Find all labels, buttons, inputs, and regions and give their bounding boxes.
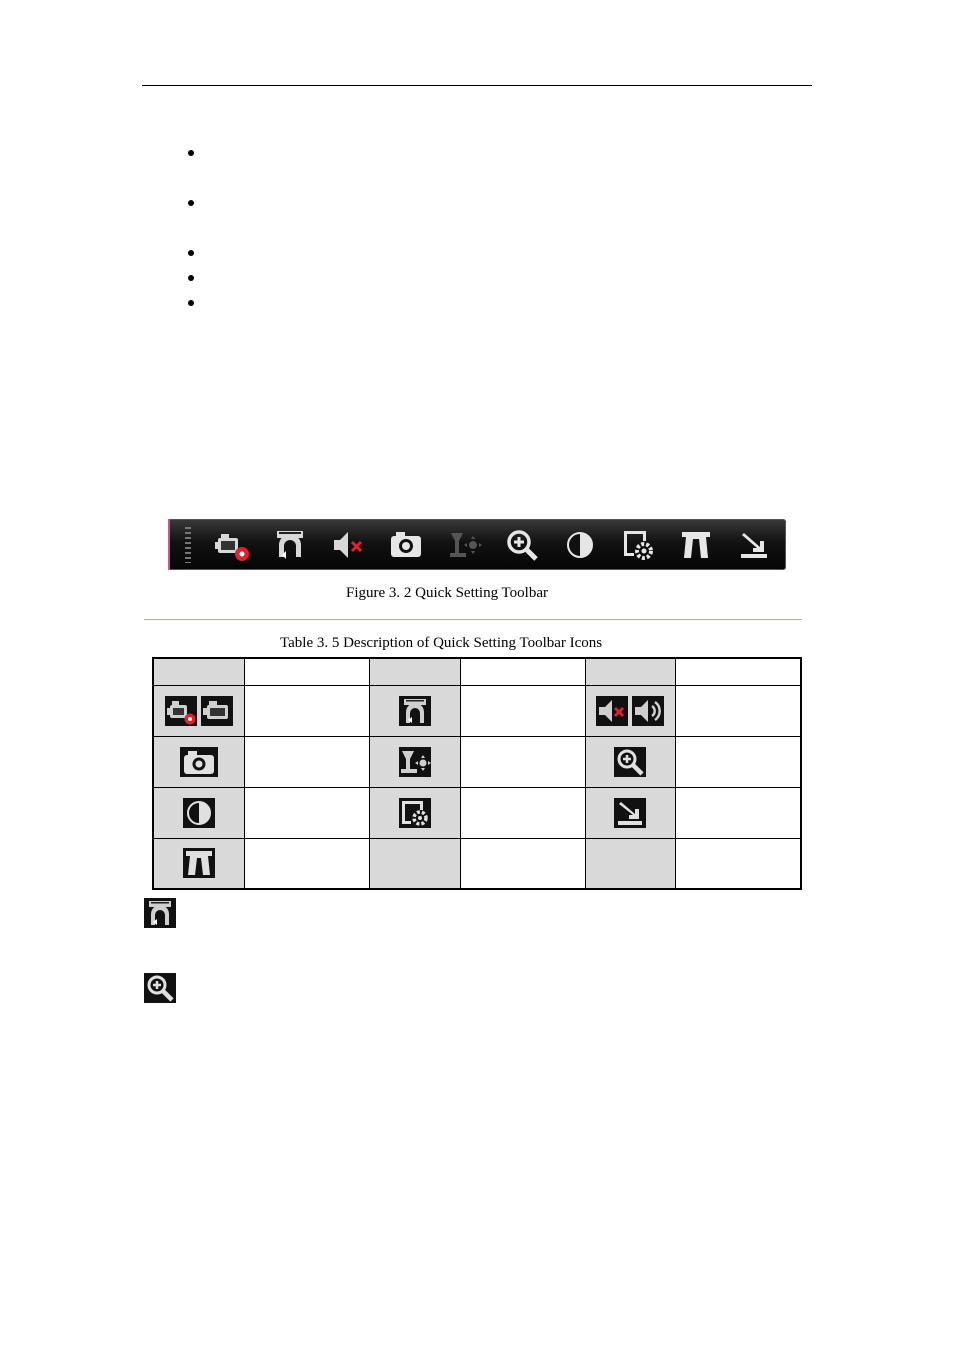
icon-cell [369,787,460,838]
description-cell [675,787,801,838]
ptz-icon [399,747,431,777]
playback-icon [399,696,431,726]
toolbar-accent [168,519,170,570]
table-caption: Table 3. 5 Description of Quick Setting Toolbar Icons [280,635,603,651]
description-cell [675,736,801,787]
digital-zoom-icon [614,747,646,777]
description-cell [460,838,585,889]
mute-icon [596,696,628,726]
header-rule [142,85,812,86]
quick-setting-toolbar [168,519,786,570]
close-icon [614,798,646,828]
header-cell-icon [585,658,675,685]
icon-cell [369,736,460,787]
icon-cell [153,787,244,838]
mute-icon[interactable] [330,527,366,563]
image-settings-icon [183,798,215,828]
record-camera-icon[interactable] [214,527,250,563]
header-cell-icon [369,658,460,685]
icon-cell [585,787,675,838]
playback-icon [144,898,176,928]
header-cell-description [460,658,585,685]
playback-icon[interactable] [272,527,308,563]
table-row [153,838,801,889]
icon-cell [585,736,675,787]
icon-cell [153,838,244,889]
strategy-icon [183,848,215,878]
image-adjust-icon[interactable] [562,527,598,563]
description-cell [675,685,801,736]
section-rule [144,619,802,620]
header-cell-description [244,658,369,685]
description-cell [675,838,801,889]
live-view-settings-icon [399,798,431,828]
icon-cell [369,838,460,889]
ptz-icon[interactable] [446,527,482,563]
bullet-item [188,150,194,156]
record-on-icon [201,696,233,726]
table-row [153,787,801,838]
zoom-in-icon [144,973,176,1003]
figure-caption: Figure 3. 2 Quick Setting Toolbar [346,585,548,601]
description-cell [244,787,369,838]
description-cell [244,685,369,736]
header-cell-icon [153,658,244,685]
strategy-icon[interactable] [678,527,714,563]
zoom-in-icon[interactable] [504,527,540,563]
icon-cell [369,685,460,736]
audio-on-icon [632,696,664,726]
live-view-settings-icon[interactable] [620,527,656,563]
table-header-row [153,658,801,685]
description-cell [244,838,369,889]
bullet-item [188,200,194,206]
icon-cell [153,736,244,787]
bullet-item [188,300,194,306]
bullet-item [188,250,194,256]
description-cell [244,736,369,787]
icon-cell [585,838,675,889]
icon-cell [585,685,675,736]
description-cell [460,736,585,787]
toolbar-grip-handle[interactable] [185,527,191,563]
bullet-item [188,275,194,281]
toolbar-icons-table [152,657,802,890]
table-row [153,736,801,787]
snapshot-icon[interactable] [388,527,424,563]
close-icon[interactable] [736,527,772,563]
table-row [153,685,801,736]
snapshot-icon [180,747,218,777]
description-cell [460,685,585,736]
icon-cell [153,685,244,736]
header-cell-description [675,658,801,685]
description-cell [460,787,585,838]
record-off-icon [165,696,197,726]
